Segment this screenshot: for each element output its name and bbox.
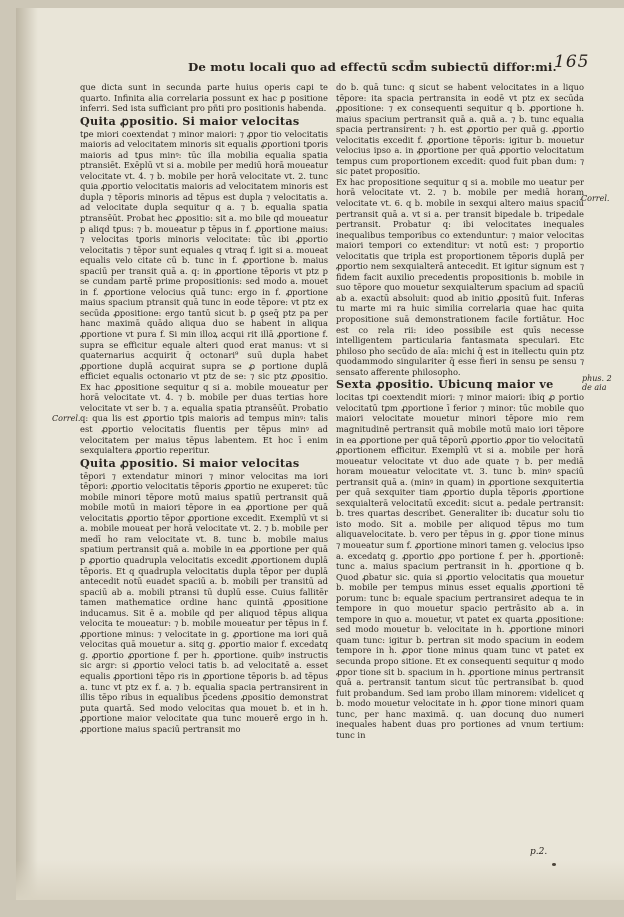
margin-note-right-correl: Correl. (581, 194, 610, 203)
running-head: De motu locali quo ad effectū scd̄m subiectū diffor:mi. (188, 60, 557, 74)
book-page (16, 8, 624, 900)
paragraph: do b. quā tunc: q sicut se habent velocitates in a liquo tēpore: ita spacia pertransita in eodē vt ptz ex secūda ꝓpositione: ⁊ ex consequenti sequitur q b. ꝓportione h. maius spacium pertransit quā a. quā a. ⁊ b. tunc equalia spacia pertransirent: ⁊ h. est ꝓportio per quā g. ꝓportio velocitatis excedit f. ꝓportione tēporis: igitur b. mouetur velocius ipso a. in ꝓportione per quā ꝓportio velocitatum tempus cum proportionem excedit: quod fuit pban dum: ⁊ sic patet propositio. (336, 82, 584, 177)
paragraph: locitas tꝑi coextendit miori: ⁊ minor maiori: ibiq ꝓ portio velocitatū tꝑm ꝓportione ī ferior ⁊ minor: tūc mobile quo maiori velocitate mouetur minori tēpore mio rem magnitudinē pertransit quā mobile motū maio iori tēpore in ea ꝓportione per quā tēporū ꝓportio ꝓpor tio velocitatū ꝓportionem efficitur. Exemplū vt si a. mobile per horā moueatur velocitate vt duo ade quate ⁊ b. per mediā horam moueatur velocitate vt. 3. tunc b. minꝰ spaciū pertransit quā a. (minꝰ in quam) in ꝓportione sexquitertia per quā sexquiter tiam ꝓportio dupla tēporis ꝓportione sexquialterā velocitatū excedit: sicut a. pedale pertransit: b. tres quartas describet. Generaliter ib: ducatur solu tio isto modo. Sit a. mobile per aliquod tēpus mo tum aliquavelocitate. b. vero per tēpus in g. ꝓpor tione minus ⁊ moueatur sum f. ꝓportione minori tamen g. velocius ipso a. excedatq g. ꝓportio ꝓpo portione f. per h. ꝓportionē: tunc a. maius spacium pertransit in h. ꝓportione q b. Quod ꝓbatur sic. quia si ꝓportio velocitatis qua mouetur b. mobile per tempus minus esset equalis ꝓportioni tē porum: tunc b: equale spacium pertransiret adequa te in tempore in quo mouetur spacio pertrāsito ab a. in tempore in quo a. mouetur, vt patet ex quarta ꝓpositione: sed modo mouetur b. velocitate in h. ꝓportione minori quam tunc: igitur b. pertran sit modo spacium in eodem tempore in h. ꝓpor tione minus quam tunc vt patet ex secunda propo sitione. Et ex consequenti sequitur q modo ꝓpor tione sit b. spacium in h. ꝓportione minus pertransit quā a. pertransit tantum sicut tūc pertransibat b. quod fuit probandum. Sed iam probo illam minorem: videlicet q b. modo mouetur velocitate in h. ꝓpor tione minori quam tunc, per hanc maximā. q. uan docunq duo numeri inequales habent duas pro portiones ad vnum tertium: tunc in (336, 392, 584, 740)
proposition-heading: Quita ꝓpositio. Si maior velocitas (80, 455, 300, 470)
text-column-left (80, 82, 328, 917)
proposition-heading: Sexta ꝓpositio. Ubicunq maior ve (336, 377, 554, 392)
margin-note-left: Correl. (52, 414, 81, 423)
folio-number: 165 (554, 52, 590, 72)
paragraph: Ex hac propositione sequitur q si a. mobile mo ueatur per horā velocitate vt. 2. ⁊ b. mobile per mediā horam velocitate vt. 6. q b. mobile in sexqui altero maius spaciū pertransit quā a. vt si a. per transit bipedale b. tripedale pertransit. Probatur q: ibi velocitates inequales inequalibus temporibus co extenduntur: ⁊ maior velocitas maiori tempori co extenditur: vt notū est: ⁊ proportio velocitatis que tripla est proportionem tēporis duplā per ꝓportio nem sexquialterā antecedit. Et igitur signum est ⁊ fidem facit auxilio precedentis propositionis b. mobile in suo tēpore quo mouetur sexquialterum spacium ad spaciū ab a. exactū absoluit: quod ab initio ꝓpositū fuit. Inferas tu marte mi ra huic similia correlaria quae hac quita propositione suā demonstrationem facile fortiātur. Hoc est co rela rii: ideo possibile est quīs necesse intelligentem particularia fantasmata speculari. Etc philoso pho secūdo de aīa: michi q̄ est in itellectu quin ptz quodammodo singulariter q̄ esse fieri in sensu pe sensu ⁊ sensato afferente philosopho. (336, 176, 584, 377)
text-column-right (336, 82, 584, 892)
paragraph: que dicta sunt in secunda parte huius operis capi te quarto. Infinita alia correlaria possunt ex hac ꝑ positione inferri. Sed ista sufficiant pro pñti pro positionis habenda. (80, 82, 328, 114)
margin-note-right-de-anima: phus. 2 de aia (582, 374, 612, 392)
ink-spot (552, 863, 556, 866)
paragraph: tꝑe miori coextendat ⁊ minor maiori: ⁊ ꝓpor tio velocitatis maioris ad velocitatem minoris sit equalis ꝓportioni tꝑoris maioris ad tꝑus minꝰ: tūc illa mobilia equalia spatia ptransiēt. Exēplū vt si a. mobile per mediū horā moueatur velocitate vt. 4. ⁊ b. mobile per horā velocitate vt. 2. tunc quia ꝓportio velocitatis maioris ad velocitatem minoris est dupla ⁊ tēporis minoris ad tēpus est dupla ⁊ velocitatis a. ad velocitate dupla sequitur q a. ⁊ b. equalia spatia ptransēūt. Probat hec ꝓpositio: sit a. mo bile qd moueatur p aliqd tꝑus: ⁊ b. moueatur p tēpus in f. ꝓportione maius: ⁊ velocitas tꝑoris minoris velocitate: tūc ibi ꝓportio velocitatis ⁊ tēpor sunt equales q vtraq f. igit si a. moueat equalis velo citate cū b. tunc in f. ꝓportione b. maius spaciū per transit quā a. q: in ꝓportione tēporis vt ptz p se cundam partē prime propositionis: sed modo a. mouet in f. ꝓportione velocius quā tunc: ergo in f. ꝓportione maius spacium ptransit quā tunc in eode tēpore: vt ptz ex secūda ꝓpositione: ergo tantū sicut b. ꝑ ꝯseq̄ ptz pa per hanc maximā quādo aliqua duo se habent in aliqua ꝓportione vt pura f. Si min illoꝝ acqui rit illā ꝓportione f. supra se efficitur equale alteri quod erat manus: vt si quaternarius acquirit q̄ octonari⁹ suū dupla habet ꝓportione duplā acquirat supra se ꝓ portione duplā efficiet equalis octonario vt ptz de se: ⁊ sic ptz ꝓpositio. Ex hac ꝓpositione sequitur q si a. mobile moueatur per horā velocitate vt. 4. ⁊ b. mobile per duas tertias hore velocitate vt ser b. ⁊ a. equalia spatia ptransēūt. Probatio q: qua lis est ꝓportio tꝑis maioris ad tempus minꝰ: talis est ꝓportio velocitatis fluentis per tēpus minꝰ ad velocitatem per maius tēpus labentem. Et hoc ī enim sexquialtera ꝓportio reperitur. (80, 128, 328, 456)
signature-mark: p.2. (530, 847, 548, 857)
paragraph: tēpori ⁊ extendatur minori ⁊ minor velocitas ma iori tēpori: ꝓportio velocitatis tēporis ꝓportio ne exuperet: tūc mobile minori tēpore motū maius spatiū pertransit quā mobile motū in maiori tēpore in ea ꝓportione per quā velocitatis ꝓportio tēpor ꝓportione excedit. Exemplū vt si a. mobile moueat per horā velocitate vt. 2. ⁊ b. mobile per medī ho ram velocitate vt. 8. tunc b. mobile maius spatium pertransit quā a. mobile in ea ꝓportione per quā p ꝓportio quadrupla velocitatis excedit ꝓportionem duplā tēporis. Et q quadrupla velocitatis dupla tēpor per duplā antecedit notū euadet spaciū a. b. mobili per transitū ad spaciū ab a. mobili ptransi tū duplū esse. Cuius fallitēr tamen mathematice ordine hanc quintā ꝓpositione inducamus. Sit ē a. mobile qd per aliquod tēpus aliqua velocita te moueatur: ⁊ b. mobile moueatur per tēpus in f. ꝓportione minus: ⁊ velocitate in g. ꝓportione ma iori quā velocitas quā mouetur a. sitq g. ꝓportio maior f. excedatq g. ꝓportio ꝓportione f. per h. ꝓportione. quibꝰ instructis sic argr: si ꝓportio veloci tatis b. ad velocitatē a. esset equalis ꝓportioni tēpo ris in ꝓportione tēporis b. ad tēpus a. tunc vt ptz ex f. a. ⁊ b. equalia spacia pertransirent in illis tēpo ribus in equalibus p̄cedens ꝓpositio demonstrat puta quartā. Sed modo velocitas qua mouet b. et in h. ꝓportione maior velocitate qua tunc mouerē ergo in h. ꝓportione maius spaciū pertransit mo (80, 470, 328, 734)
proposition-heading: Quita ꝓpositio. Si maior velocitas (80, 113, 300, 128)
